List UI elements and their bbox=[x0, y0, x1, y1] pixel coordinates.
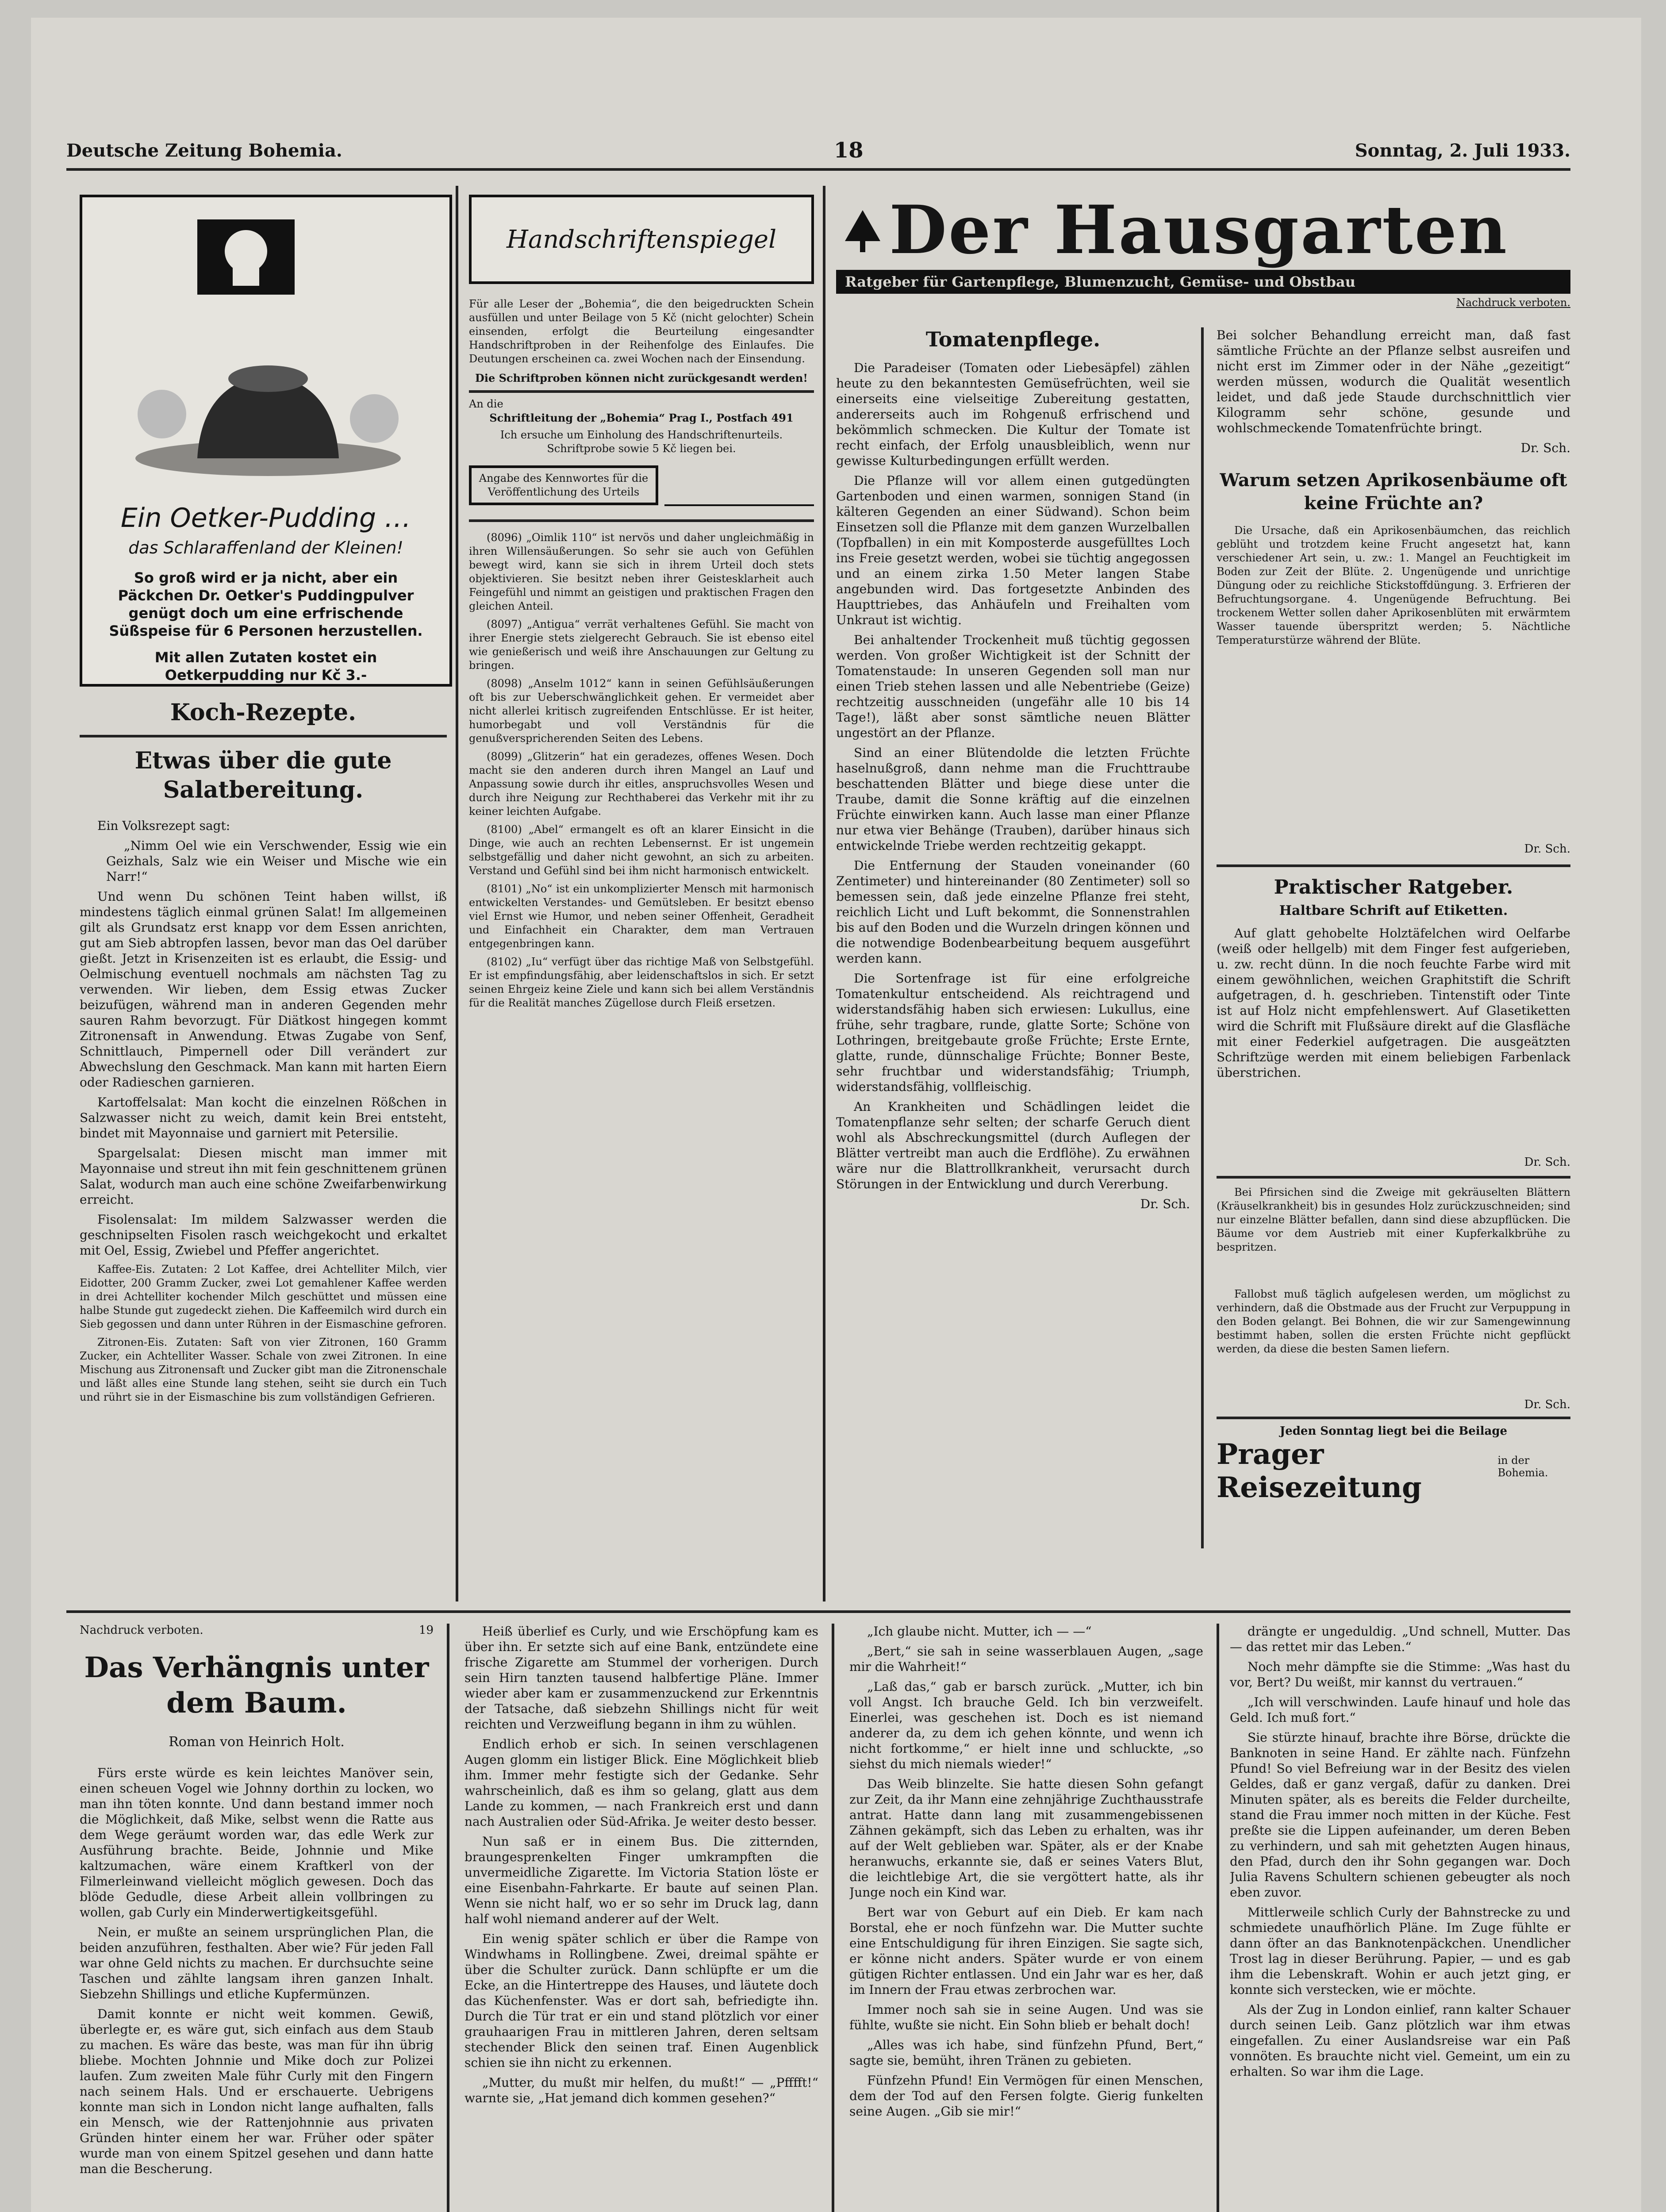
roman-paragraph: Bert war von Geburt auf ein Dieb. Er kam nach Borstal, ehe er noch fünfzehn war. Die Mutter suchte eine Entschuldigung für ihren Einzigen. Sie sagte sich, er könne nicht anders. Später wurde er von einem gütigen Richter entlassen. Und ein Jahr war es her, daß im Innern der Frau etwas zerbrochen war. bbox=[849, 1905, 1203, 1997]
tomaten-paragraph: Die Paradeiser (Tomaten oder Liebesäpfel) zählen heute zu den bekanntesten Gemüsefrüchten, weil sie einerseits eine vielseitige Zubereitung gestatten, andererseits auch im Rohgenuß erfrischend und bekömmlich schmecken. Die Kultur der Tomate ist recht einfach, der Erfolg unausbleiblich, wenn nur gewisse Kulturbedingungen erfüllt werden. bbox=[836, 361, 1190, 468]
roman-paragraph: Noch mehr dämpfte sie die Stimme: „Was hast du vor, Bert? Du weißt, mir kannst du vertrauen.“ bbox=[1230, 1659, 1570, 1690]
oetker-logo bbox=[188, 215, 303, 299]
roman-paragraph: Fürs erste würde es kein leichtes Manöver sein, einen scheuen Vogel wie Johnny dorthin zu locken, wo man ihn töten konnte. Und dann bestand immer noch die Möglichkeit, daß Mike, selbst wenn die Ratte aus dem Wege geräumt worden war, das edle Werk zur Ausführung brachte. Beide, Johnnie und Mike kaltzumachen, wäre einem Kraftkerl von der Filmerleinwand vielleicht möglich gewesen. Doch das blöde Gedudle, diese Arbeit allein vollbringen zu wollen, gab Curly ein Minderwertigkeitsgefühl. bbox=[80, 1766, 434, 1920]
tomaten-paragraph: Die Entfernung der Stauden voneinander (60 Zentimeter) und hintereinander (80 Zentimeter) soll so bemessen sein, daß jede einzelne Pflanze frei steht, reichlich Licht und Luft bekommt, die Sonnenstrahlen bis auf den Boden und die Wurzeln dringen können und die notwendige Bodenbearbeitung bequem ausgeführt werden kann. bbox=[836, 858, 1190, 966]
kennwort-form bbox=[469, 465, 814, 506]
kennwort-input[interactable] bbox=[664, 465, 814, 506]
roman-paragraph: Sie stürzte hinauf, brachte ihre Börse, drückte die Banknoten in seine Hand. Er zählte nach. Fünfzehn Pfund! So viel Befreiung war in der Besitz des vielen Geldes, daß er ganz vergaß, dafür zu danken. Drei Minuten später, als es bereits die Felder durcheilte, stand die Frau immer noch mitten in der Küche. Fest preßte sie die Lippen aufeinander, um deren Beben zu verhindern, und sah mit gehetzten Augen hinaus, den Pfad, durch den ihr Sohn gegangen war. Doch Julia Ravens Schultern schienen gebeugter als noch eben zuvor. bbox=[1230, 1730, 1570, 1900]
roman-paragraph: Immer noch sah sie in seine Augen. Und was sie fühlte, wußte sie nicht. Ein Sohn blieb er behalt doch! bbox=[849, 2002, 1203, 2032]
pudding-illustration bbox=[127, 330, 410, 480]
roman-paragraph: Fünfzehn Pfund! Ein Vermögen für einen Menschen, dem der Tod auf den Fersen folgte. Gierig funkelten seine Augen. „Gib sie mir!“ bbox=[849, 2073, 1203, 2119]
roman-paragraph: „Laß das,“ gab er barsch zurück. „Mutter, ich bin voll Angst. Ich brauche Geld. Ich bin verzweifelt. Einerlei, was geschehen ist. Doch es ist niemand anderer da, zu dem ich gehen könnte, und wenn ich nicht fortkomme,“ er hielt inne und schluckte, „so siehst du mich niemals wieder!“ bbox=[849, 1679, 1203, 1771]
oetker-logo-icon bbox=[188, 215, 303, 299]
roman-paragraph: „Mutter, du mußt mir helfen, du mußt!“ — „Pfffft!“ warnte sie, „Hat jemand dich kommen gesehen?“ bbox=[464, 2075, 818, 2105]
garden-intro-signature: Dr. Sch. bbox=[1520, 441, 1570, 455]
handschrift-entry: (8098) „Anselm 1012“ kann in seinen Gefühlsäußerungen oft bis zur Ueberschwänglichkeit gehen. Er vermeidet aber nicht allerlei kritisch zugreifenden Entschlüsse. Er ist heiter, humorbegabt und voll Verständnis für die genußverspricherenden Seiten des Lebens. bbox=[469, 677, 814, 745]
roman-byline: Roman von Heinrich Holt. bbox=[169, 1734, 345, 1750]
garden-intro-text: Bei solcher Behandlung erreicht man, daß fast sämtliche Früchte an der Pflanze selbst ausreifen und nicht erst im Zimmer oder in der Nähe „gezeitigt“ werden müssen, wodurch die Qualität wesentlich leidet, und daß jede Staude durchschnittlich vier Kilogramm sehr schöne, gesunde und wohlschmeckende Tomatenfrüchte bringt. bbox=[1217, 328, 1570, 435]
hausgarten-subtitle: Ratgeber für Gartenpflege, Blumenzucht, Gemüse- und Obstbau bbox=[836, 270, 1570, 294]
handschrift-entry: (8099) „Glitzerin“ hat ein geradezes, offenes Wesen. Doch macht sie den anderen durch ihren Mangel an Lauf und Anpassung sowie durch ihr eitles, anspruchsvolles Wesen und durch ihre Neigung zur Rechthaberei das Verkehr mit ihr zu keiner leichten Aufgabe. bbox=[469, 750, 814, 818]
section-rule bbox=[80, 735, 447, 737]
ratgeber-text: Auf glatt gehobelte Holztäfelchen wird Oelfarbe (weiß oder hellgelb) mit dem Finger fest aufgerieben, u. zw. recht dünn. In die noch feuchte Farbe wird mit einem gewöhnlichen, weichen Graphitstift die Schrift aufgetragen, d. h. geschrieben. Tintenstift oder Tinte ist auf Holz nicht empfehlenswert. Auf Glasetiketten wird die Schrift mit Flußsäure direkt auf die Glasfläche mit einer Federkiel aufgetragen. Die ausgeätzten Schriftzüge werden mit einem beliebigen Farbenlack überstrichen. bbox=[1217, 926, 1570, 1080]
tomaten-body bbox=[836, 360, 1190, 1563]
tomaten-paragraph: Die Pflanze will vor allem einen gutgedüngten Gartenboden und einen warmen, sonnigen Stand (in kälteren Gegenden an einer Südwand). Schon beim Einsetzen soll die Pflanze mit dem ganzen Wurzelballen (Topfballen) in ein mit Komposterde ausgefülltes Loch ins Freie gesetzt werden, wobei sie tüchtig angegossen und an einem zirka 1.50 Meter langen Stabe angebunden wird. Das fortgesetzte Anbinden des Haupttriebes, das Anhäufeln und Freihalten vom Unkraut ist wichtig. bbox=[836, 473, 1190, 627]
handschrift-entry: (8102) „Iu“ verfügt über das richtige Maß von Selbstgefühl. Er ist empfindungsfähig, aber leidenschaftslos in sich. Er setzt seinen Ehrgeiz keine Ziele und kann sich bei allem Verständnis für die Realität manches Zügellose durch Fleiß ersetzen. bbox=[469, 956, 814, 1009]
section-rule bbox=[1217, 864, 1570, 867]
page-header bbox=[66, 137, 1570, 164]
kennwort-label: Angabe des Kennwortes für die Veröffentlichung des Urteils bbox=[469, 465, 658, 505]
tomaten-paragraph: Die Sortenfrage ist für eine erfolgreiche Tomatenkultur entscheidend. Als reichtragend und widerstandsfähig haben sich erwiesen: Lukullus, eine frühe, sehr tragbare, runde, glatte Sorte; Schöne von Lothringen, breitgebaute große Früchte; Erste Ernte, glatte, runde, dünnschalige Früchte; Bonner Beste, sehr fruchtbar und widerstandsfähig; Triumph, widerstandsfähig, vollfleischig. bbox=[836, 971, 1190, 1094]
roman-reprint: Nachdruck verboten. bbox=[80, 1624, 203, 1637]
column-divider bbox=[1201, 327, 1204, 1548]
roman-paragraph: Heiß überlief es Curly, und wie Erschöpfung kam es über ihn. Er setzte sich auf eine Bank, entzündete eine frische Zigarette am Stummel der vorherigen. Durch sein Hirn tanzten tausend halbfertige Pläne. Immer wieder aber kam er zusammenzuckend zur Erkenntnis der Tatsache, daß siebzehn Shillings nicht für weit reichten und Verzweiflung begann in ihm zu wühlen. bbox=[464, 1624, 818, 1732]
handschrift-intro: Für alle Leser der „Bohemia“, die den beigedruckten Schein ausfüllen und unter Beilage von 5 Kč (nicht gelochter) Schein einsenden, erfolgt die Beurteilung eingesandter Handschriftproben in der Reihenfolge des Einlaufes. Die Deutungen erscheinen ca. zwei Wochen nach der Einsendung. bbox=[469, 298, 814, 365]
koch-rezepte-section bbox=[80, 699, 447, 1667]
column-divider bbox=[456, 186, 458, 1601]
roman-paragraph: Ein wenig später schlich er über die Rampe von Windwhams in Rollingbene. Zwei, dreimal spähte er über die Schulter zurück. Dann schlüpfte er um die Ecke, an die Hintertreppe des Hauses, und läutete doch das Küchenfenster. Was er dort sah, befriedigte ihn. Durch die Tür trat er ein und stand plötzlich vor einer grauhaarigen Frau in mittleren Jahren, deren seltsam stechender Blick den seinen traf. Einen Augenblick schien sie ihn nicht zu erkennen. bbox=[464, 1932, 818, 2070]
pfirsich-body bbox=[1217, 1186, 1570, 1283]
roman-section bbox=[80, 1624, 1570, 2212]
hausgarten-title: Der Hausgarten bbox=[889, 191, 1509, 269]
hausgarten-reprint: Nachdruck verboten. bbox=[1456, 296, 1570, 309]
header-date: Sonntag, 2. Juli 1933. bbox=[1355, 140, 1570, 161]
handschrift-entry: (8097) „Antigua“ verrät verhaltenes Gefühl. Sie macht von ihrer Energie stets zielgerecht Gebrauch. Sie ist ebenso eitel wie genießerisch und weiß ihre Anschauungen zur Geltung zu bringen. bbox=[469, 618, 814, 672]
tomaten-paragraph: An Krankheiten und Schädlingen leidet die Tomatenpflanze sehr selten; der scharfe Geruch dient wohl als Abschreckungsmittel (durch Auflegen der Blätter vertreibt man auch die Erdflöhe). Zu erwähnen wäre nur die Blattrollkrankheit, verursacht durch Störungen in der Entwicklung und durch Vererbung. bbox=[836, 1099, 1190, 1191]
pfirsich-text: Bei Pfirsichen sind die Zweige mit gekräuselten Blättern (Kräuselkrankheit) bis in gesundes Holz zurückzuschneiden; sind nur einzelne Blätter befallen, dann sind diese abzupflücken. Die Bäume vor dem Austrieb mit einer Kupferkalkbrühe zu bespritzen. bbox=[1217, 1186, 1570, 1253]
handschrift-title: Handschriftenspiegel bbox=[469, 195, 814, 284]
request-text: Ich ersuche um Einholung des Handschriftenurteils. Schriftprobe sowie 5 Kč liegen bei. bbox=[500, 429, 783, 455]
handschrift-entry: (8101) „No“ ist ein unkomplizierter Mensch mit harmonisch entwickelten Verstandes- und Gemütsleben. Er besitzt ebenso viel Ernst wie Humor, und neben seiner Offenheit, Geradheit und Einfachheit ein Charakter, dem man Vertrauen entgegenbringen kann. bbox=[469, 883, 814, 950]
tomaten-paragraph: Sind an einer Blütendolde die letzten Früchte haselnußgroß, dann nehme man die Fruchttraube beschattenden Blätter und biege diese unter die Traube, damit die Sonne kräftig auf die einzelnen Früchte einwirken kann. Auch lasse man einer Pflanze nur etwa vier Behänge (Trauben), darüber hinaus sich entwickelnde Triebe werden rechtzeitig gekappt. bbox=[836, 745, 1190, 853]
koch-paragraph: Zitronen-Eis. Zutaten: Saft von vier Zitronen, 160 Gramm Zucker, ein Achtelliter Wasser. Schale von zwei Zitronen. In eine Mischung aus Zitronensaft und Zucker gibt man die Zitronenschale und läßt alles eine Stunde lang stehen, seiht sie durch ein Tuch und rührt sie in der Eismaschine bis zum vollständigen Gefrieren. bbox=[80, 1336, 447, 1403]
aprikosen-title: Warum setzen Aprikosenbäume oft keine Früchte an? bbox=[1220, 470, 1567, 514]
roman-paragraph: Nein, er mußte an seinem ursprünglichen Plan, die beiden anzuführen, festhalten. Aber wie? Für jeden Fall war ohne Geld nichts zu machen. Er durchsuchte seine Taschen und zählte langsam ihren ganzen Inhalt. Siebzehn Shillings und etliche Kupfermünzen. bbox=[80, 1925, 434, 2001]
oetker-headline: Ein Oetker-Pudding … bbox=[120, 503, 411, 534]
koch-paragraph: Kartoffelsalat: Man kocht die einzelnen Rößchen in Salzwasser nicht zu weich, damit kein Brei entsteht, bindet mit Mayonnaise und garniert mit Petersilie. bbox=[80, 1095, 447, 1141]
roman-paragraph: Das Weib blinzelte. Sie hatte diesen Sohn gefangt zur Zeit, da ihr Mann eine zehnjährige Zuchthausstrafe antrat. Hatte dann lang mit zusammengebissenen Zähnen gekämpft, sich das Leben zu erhalten, was ihr auf der Welt geblieben war. Später, als er der Knabe heranwuchs, erkannte sie, daß er seines Vaters Blut, die leichtlebige Art, die sie vergöttert hatte, als ihr Junge noch ein Kind war. bbox=[849, 1777, 1203, 1900]
tomaten-column bbox=[836, 327, 1190, 1563]
column-divider bbox=[1217, 1624, 1219, 2212]
column-divider bbox=[447, 1624, 449, 2212]
tomaten-paragraph: Bei anhaltender Trockenheit muß tüchtig gegossen werden. Von großer Wichtigkeit ist der Schnitt der Tomatenstaude: In unseren Gegenden soll man nur einen Trieb stehen lassen und alle Nebentriebe (Geize) rechtzeitig ausschneiden (ungefähr alle 10 bis 14 Tage!), läßt aber sonst sämtliche neuen Blätter ungestört an der Pflanze. bbox=[836, 633, 1190, 740]
header-paper-name: Deutsche Zeitung Bohemia. bbox=[66, 140, 342, 161]
roman-paragraph: „Ich glaube nicht. Mutter, ich — —“ bbox=[867, 1624, 1092, 1639]
header-rule bbox=[66, 168, 1570, 171]
oetker-subhead: das Schlaraffenland der Kleinen! bbox=[128, 538, 403, 557]
roman-column-3 bbox=[849, 1624, 1203, 2212]
koch-paragraph: Fisolensalat: Im mildem Salzwasser werden die geschnipselten Fisolen rasch weichgekocht und erkaltet mit Oel, Essig, Zwiebel und Pfeffer angerichtet. bbox=[80, 1212, 447, 1258]
koch-paragraph: Und wenn Du schönen Teint haben willst, iß mindestens täglich einmal grünen Salat! Im allgemeinen gilt als Grundsatz erst knapp vor dem Essen anrichten, gut am Sieb abtropfen lassen, bevor man das Oel darüber gießt. Jetzt in Krisenzeiten ist es erlaubt, die Essig- und Oelmischung eventuell nochmals am nächsten Tag zu verwenden. Wir lieben, dem Essig etwas Zucker beizufügen, während man in anderen Gegenden mehr sauren Rahm bevorzugt. Für Diätkost hingegen kommt Zitronensaft in Anwendung. Etwas Zugabe von Senf, Schnittlauch, Pimpernell oder Dill verändert zur Abwechslung den Geschmack. Man kann mit harten Eiern oder Radieschen garnieren. bbox=[80, 889, 447, 1090]
tomaten-title: Tomatenpflege. bbox=[925, 327, 1101, 351]
handschrift-entry: (8096) „Oimlik 110“ ist nervös und daher ungleichmäßig in ihren Willensäußerungen. So sehr sie auch von Gefühlen bewegt wird, kann sie sich in ihrem Urteil doch stets objektivieren. Sie besitzt neben ihrer Geistesklarheit auch Feingefühl und nimmt an geistigen und praktischen Fragen den gleichen Anteil. bbox=[469, 531, 814, 612]
aprikosen-signature: Dr. Sch. bbox=[1524, 842, 1570, 856]
hausgarten-masthead bbox=[836, 191, 1570, 269]
handschrift-entry: (8100) „Abel“ ermangelt es oft an klarer Einsicht in die Dinge, wie auch an rechten Lebensernst. Er ist ungemein selbstgefällig und daher nicht gewohnt, an sich zu arbeiten. Verstand und Gefühl sind bei ihm nicht harmonisch entwickelt. bbox=[469, 823, 814, 877]
tomaten-signature: Dr. Sch. bbox=[1140, 1197, 1190, 1211]
roman-paragraph: „Bert,“ sie sah in seine wasserblauen Augen, „sage mir die Wahrheit!“ bbox=[849, 1644, 1203, 1674]
roman-paragraph: drängte er ungeduldig. „Und schnell, Mutter. Das — das rettet mir das Leben.“ bbox=[1230, 1624, 1570, 1654]
roman-paragraph: Nun saß er in einem Bus. Die zitternden, braungesprenkelten Finger umkrampften die unvermeidliche Zigarette. Im Victoria Station löste er eine Eisenbahn-Fahrkarte. Er baute auf seinen Plan. Wenn sie nicht half, wo er so sehr im Druck lag, dann half wohl niemand anderer auf der Welt. bbox=[464, 1834, 818, 1926]
roman-column-2 bbox=[464, 1624, 818, 2212]
address: Schriftleitung der „Bohemia“ Prag I., Postfach 491 bbox=[489, 411, 794, 424]
garden-right-column bbox=[1217, 327, 1570, 1504]
oetker-advertisement bbox=[80, 195, 452, 687]
koch-paragraph: Spargelsalat: Diesen mischt man immer mit Mayonnaise und streut ihn mit fein geschnittenem grünen Salat, wodurch man auch eine schöne Zweifarbenwirkung erreicht. bbox=[80, 1146, 447, 1207]
roman-meta bbox=[80, 1624, 434, 1637]
serial-rule bbox=[66, 1610, 1570, 1613]
aprikosen-body bbox=[1217, 524, 1570, 842]
oetker-body: So groß wird er ja nicht, aber ein Päckchen Dr. Oetker's Puddingpulver genügt doch um eine erfrischende Süßspeise für 6 Personen herzustellen. bbox=[109, 569, 423, 639]
roman-paragraph: „Alles was ich habe, sind fünfzehn Pfund, Bert,“ sagte sie, bemüht, ihren Tränen zu gebieten. bbox=[849, 2038, 1203, 2068]
ratgeber-body bbox=[1217, 926, 1570, 1156]
ratgeber-signature: Dr. Sch. bbox=[1524, 1156, 1570, 1169]
handschrift-note: Die Schriftproben können nicht zurückgesandt werden! bbox=[475, 372, 808, 384]
roman-title: Das Verhängnis unter dem Baum. bbox=[84, 1651, 429, 1720]
roman-paragraph: Als der Zug in London einlief, rann kalter Schauer durch seinen Leib. Ganz plötzlich war ihm etwas eingefallen. Zu einer Auslandsreise war ein Paß vonnöten. Es brauchte nicht viel. Gemeint, um ein zu erhalten. So war ihm die Lage. bbox=[1230, 2002, 1570, 2079]
roman-paragraph: Endlich erhob er sich. In seinen verschlagenen Augen glomm ein listiger Blick. Eine Möglichkeit blieb ihm. Immer mehr festigte sich der Gedanke. Sehr wahrscheinlich, daß es ihm so gelang, glatt aus dem Lande zu kommen, — nach Frankreich erst und dann nach Australien oder Süd-Afrika. Je weiter desto besser. bbox=[464, 1737, 818, 1829]
column-divider bbox=[832, 1624, 834, 2212]
beilage-title: Prager Reisezeitung bbox=[1217, 1438, 1422, 1504]
fallobst-text: Fallobst muß täglich aufgelesen werden, um möglichst zu verhindern, daß die Obstmade aus der Frucht zur Verpuppung in den Boden gelangt. Bei Bohnen, die wir zur Samengewinnung bestimmt haben, sollen die ersten Früchte nicht gepflückt werden, da diese die besten Samen liefern. bbox=[1217, 1288, 1570, 1355]
section-rule bbox=[469, 519, 814, 522]
handschrift-section bbox=[469, 195, 814, 1438]
oetker-price: Mit allen Zutaten kostet ein Oetkerpudding nur Kč 3.- bbox=[154, 649, 377, 684]
section-rule bbox=[1217, 1417, 1570, 1419]
roman-paragraph: Mittlerweile schlich Curly der Bahnstrecke zu und schmiedete unaufhörlich Pläne. Im Zuge fühlte er dann öfter an das Banknotenpäckchen. Unendlicher Trost lag in dieser Berührung. Papier, — und es gab ihm die Lebenskraft. Wohin er auch jetzt ging, er konnte sich verstecken, wie er möchte. bbox=[1230, 1905, 1570, 1997]
koch-verse: „Nimm Oel wie ein Verschwender, Essig wie ein Geizhals, Salz wie ein Weiser und Mische wie ein Narr!“ bbox=[106, 838, 447, 884]
beilage-line: Jeden Sonntag liegt bei die Beilage bbox=[1279, 1425, 1508, 1438]
beilage-banner bbox=[1217, 1438, 1570, 1504]
newspaper-page bbox=[31, 18, 1641, 2212]
column-divider bbox=[823, 186, 825, 1601]
plant-icon bbox=[836, 206, 889, 254]
koch-article-title: Etwas über die gute Salatbereitung. bbox=[134, 747, 392, 803]
hausgarten-section bbox=[836, 191, 1570, 1504]
roman-column-1 bbox=[80, 1765, 434, 2212]
beilage-tail: in der Bohemia. bbox=[1497, 1454, 1548, 1479]
aprikosen-text: Die Ursache, daß ein Aprikosenbäumchen, das reichlich geblüht und trotzdem keine Frucht angesetzt hat, kann verschiedener Art sein, u. zw.: 1. Mangel an Feuchtigkeit im Boden zur Zeit der Blüte. 2. Ungenügende und unrichtige Düngung oder zu reichliche Stickstoffdüngung. 3. Erfrieren der Befruchtungsorgane. 4. Ungenügende Befruchtung. Bei trockenem Wetter sollen daher Aprikosenblüten mit erwärmtem Wasser tauende überspritzt werden; 5. Nächtliche Temperaturstürze während der Blüte. bbox=[1217, 524, 1570, 646]
section-rule bbox=[1217, 1176, 1570, 1179]
koch-paragraph: Kaffee-Eis. Zutaten: 2 Lot Kaffee, drei Achtelliter Milch, vier Eidotter, 200 Gramm Zucker, zwei Lot gemahlener Kaffee werden in drei Achtelliter kochender Milch geschüttet und müssen eine halbe Stunde gut zugedeckt ziehen. Die Kaffeemilch wird durch ein Sieb gegossen und dann unter Rühren in der Eismaschine gefroren. bbox=[80, 1263, 447, 1330]
roman-paragraph: Damit konnte er nicht weit kommen. Gewiß, überlegte er, es wäre gut, sich einfach aus dem Staub zu machen. Es wäre das beste, was man für ihn übrig bliebe. Mochten Johnnie und Mike doch zur Polizei laufen. Zum zweiten Male führ Curly mit den Fingern nach seinem Hals. Und er erschauerte. Uebrigens konnte man sich in London nicht lange aufhalten, falls ein Mensch, wie der Rattenjohnnie aus privaten Gründen hinter einem her war. Früher oder später wurde man von einem Spitzel gesehen und dann hatte man die Bescherung. bbox=[80, 2007, 434, 2176]
roman-installment: 19 bbox=[418, 1624, 434, 1637]
handschrift-entries bbox=[469, 531, 814, 1438]
fallobst-body bbox=[1217, 1287, 1570, 1398]
ratgeber-title: Praktischer Ratgeber. bbox=[1274, 876, 1513, 899]
koch-section-title: Koch-Rezepte. bbox=[170, 699, 357, 726]
roman-paragraph: „Ich will verschwinden. Laufe hinauf und hole das Geld. Ich muß fort.“ bbox=[1230, 1695, 1570, 1725]
roman-column-4 bbox=[1230, 1624, 1570, 2212]
header-page-number: 18 bbox=[833, 138, 864, 163]
pudding-icon bbox=[127, 330, 410, 480]
fallobst-signature: Dr. Sch. bbox=[1524, 1398, 1570, 1411]
koch-article-body bbox=[80, 818, 447, 1667]
address-label: An die bbox=[469, 398, 503, 410]
section-rule bbox=[469, 390, 814, 393]
garden-intro bbox=[1217, 327, 1570, 460]
koch-intro: Ein Volksrezept sagt: bbox=[97, 818, 230, 833]
ratgeber-subtitle: Haltbare Schrift auf Etiketten. bbox=[1279, 903, 1508, 918]
